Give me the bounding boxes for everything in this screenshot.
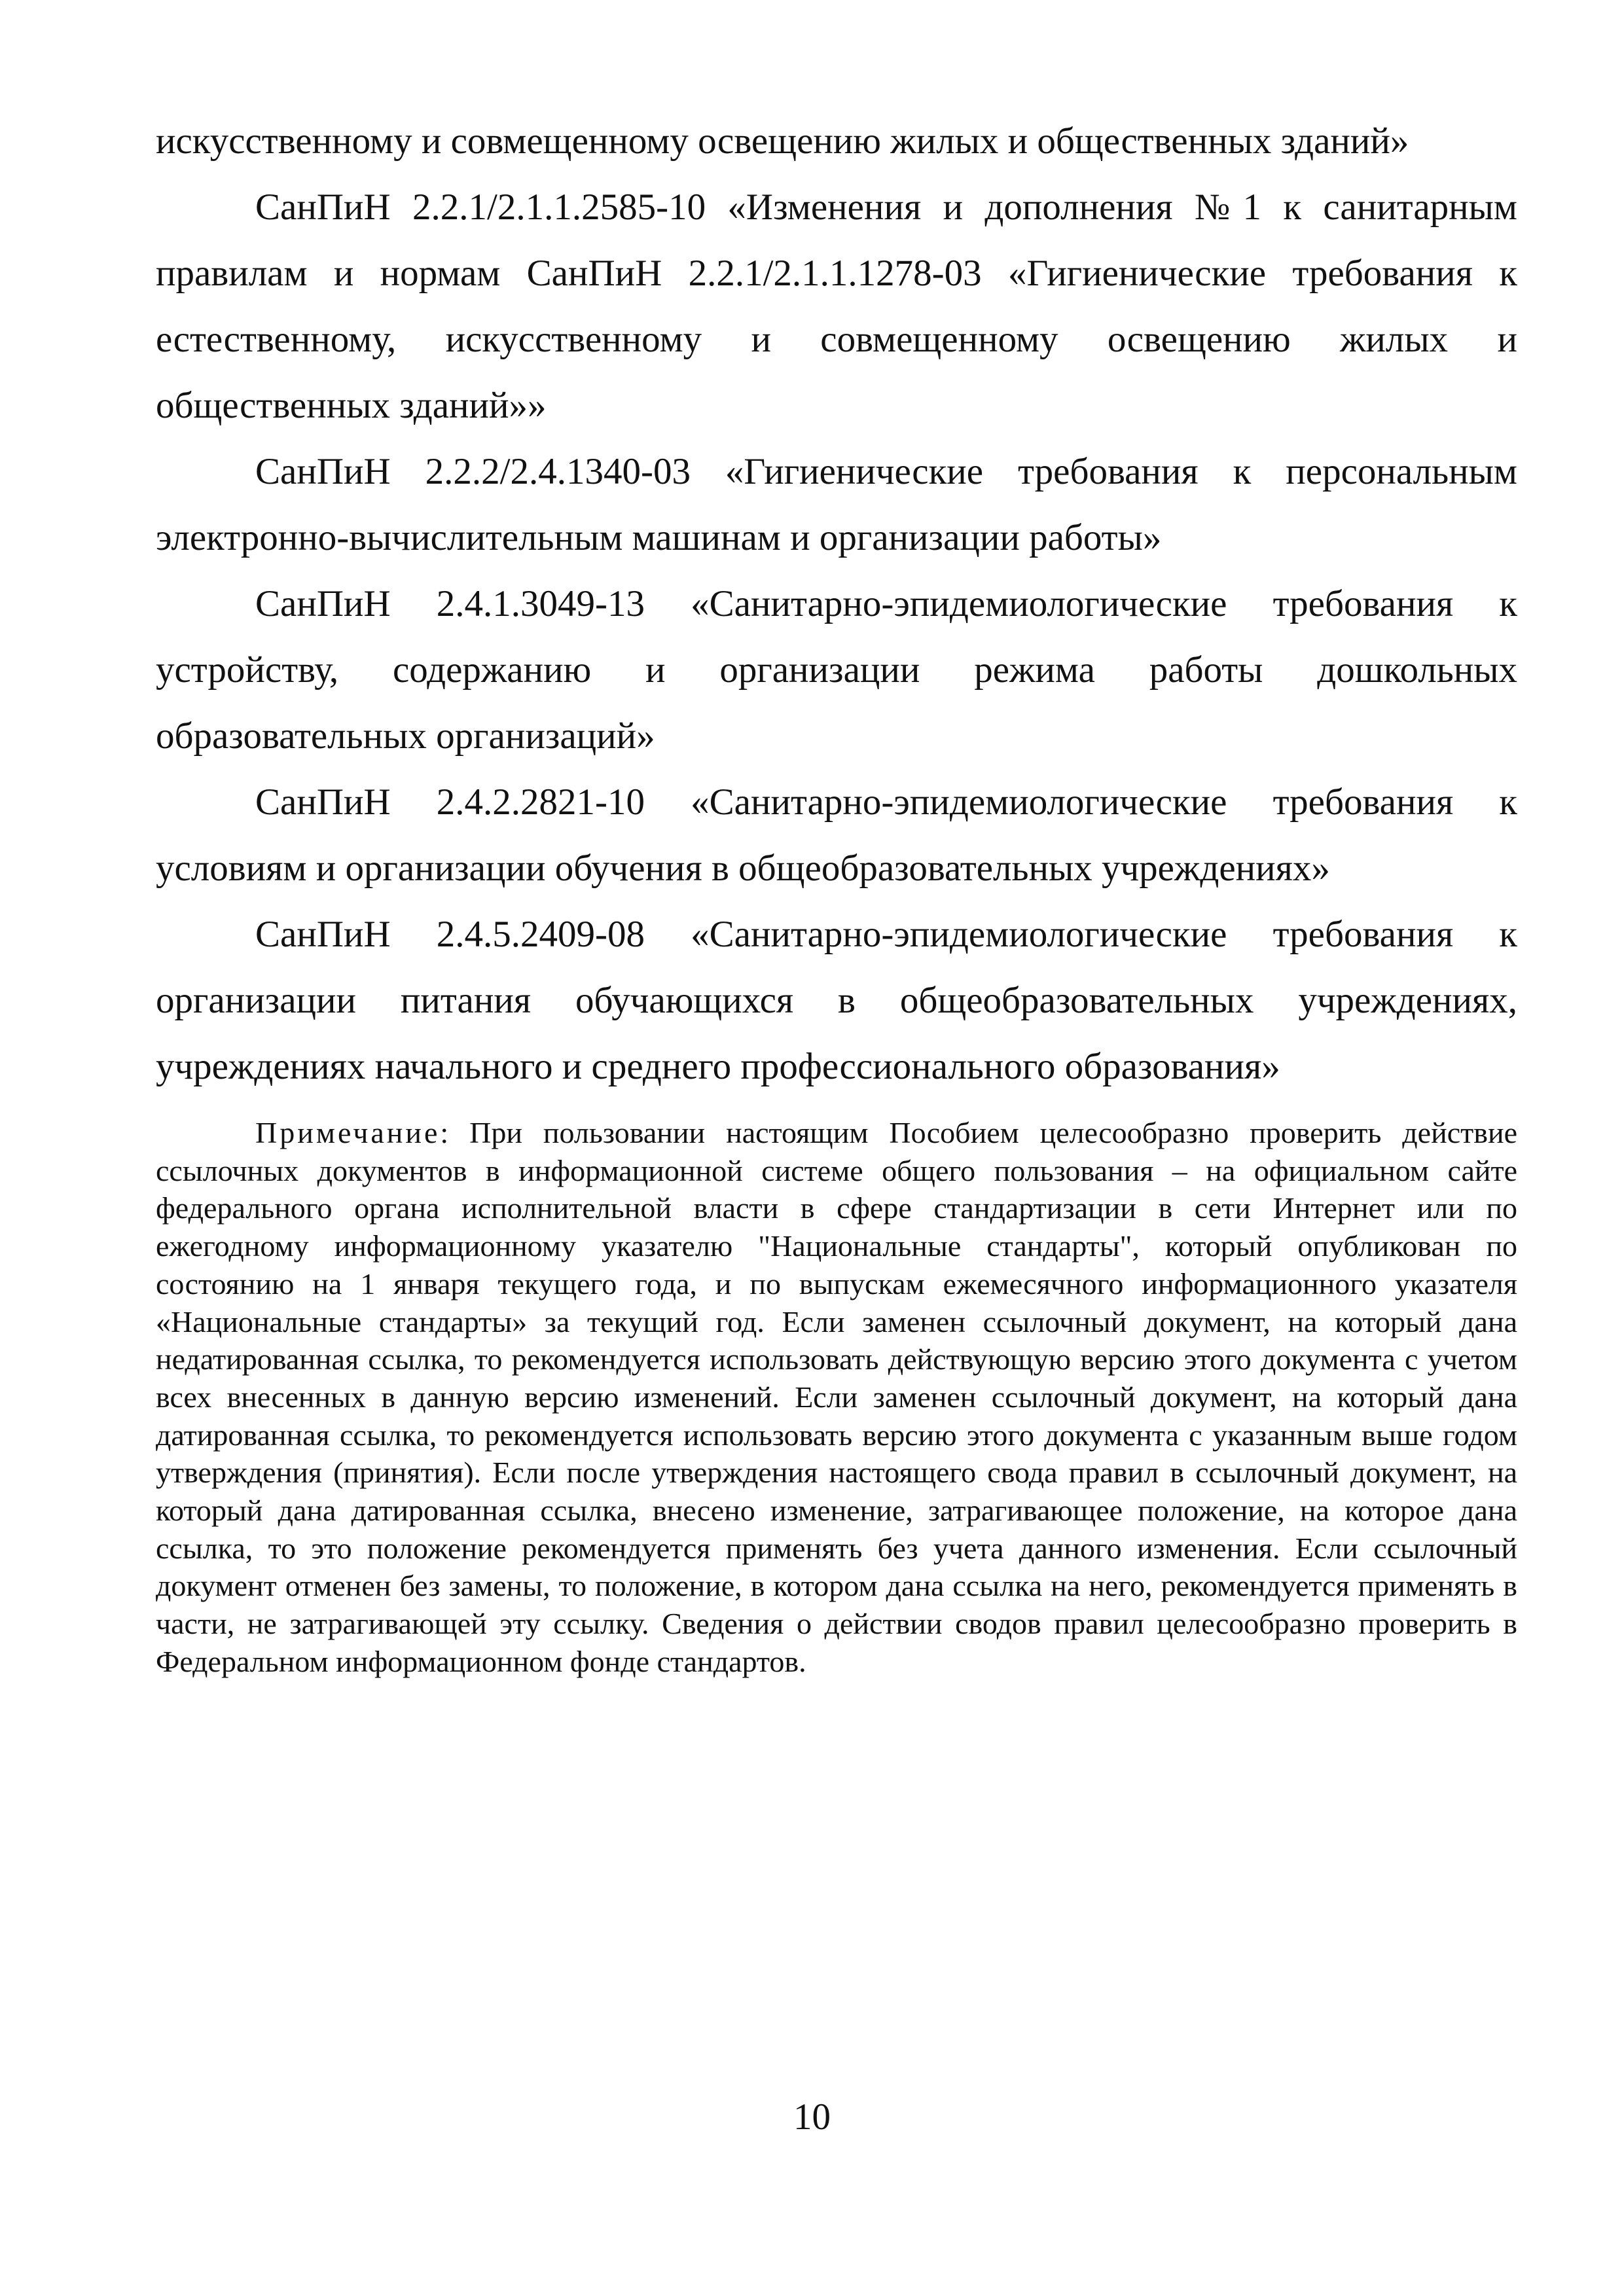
page-number: 10 bbox=[793, 2096, 831, 2138]
paragraph-sanpin-1340-03: СанПиН 2.2.2/2.4.1340-03 «Гигиенические требования к персональным электронно-вычислительным машинам и организации работы» bbox=[156, 451, 1517, 558]
paragraph-sanpin-2409-08: СанПиН 2.4.5.2409-08 «Санитарно-эпидемиологические требования к организации питания обучающихся в общеобразовательных учреждениях, учреждениях начального и среднего профессионального образования» bbox=[156, 914, 1517, 1087]
note-paragraph bbox=[156, 1114, 1517, 1681]
paragraph-sanpin-2821-10: СанПиН 2.4.2.2821-10 «Санитарно-эпидемиологические требования к условиям и организации обучения в общеобразовательных учреждениях» bbox=[156, 781, 1517, 889]
paragraph-sanpin-2585-10: СанПиН 2.2.1/2.1.1.2585-10 «Изменения и дополнения №1 к санитарным правилам и нормам СанПиН 2.2.1/2.1.1.1278-03 «Гигиенические требования к естественному, искусственному и совмещенному освещению жилых и общественных зданий»» bbox=[156, 187, 1517, 426]
note-text: : При пользовании настоящим Пособием целесообразно проверить действие ссылочных документов в информационной системе общего пользования – на официальном сайте федерального органа исполнительной власти в сфере стандартизации в сети Интернет или по ежегодному информационному указателю "Национальные стандарты", который опубликован по состоянию на 1 января текущего года, и по выпускам ежемесячного информационного указателя «Национальные стандарты» за текущий год. Если заменен ссылочный документ, на который дана недатированная ссылка, то рекомендуется использовать действующую версию этого документа с учетом всех внесенных в данную версию изменений. Если заменен ссылочный документ, на который дана датированная ссылка, то рекомендуется использовать версию этого документа с указанным выше годом утверждения (принятия). Если после утверждения настоящего свода правил в ссылочный документ, на который дана датированная ссылка, внесено изменение, затрагивающее положение, на которое дана ссылка, то это положение рекомендуется применять без учета данного изменения. Если ссылочный документ отменен без замены, то положение, в котором дана ссылка на него, рекомендуется применять в части, не затрагивающей эту ссылку. Сведения о действии сводов правил целесообразно проверить в Федеральном информационном фонде стандартов. bbox=[156, 1116, 1517, 1678]
note-label: Примечание bbox=[255, 1116, 441, 1149]
paragraph-sanpin-3049-13: СанПиН 2.4.1.3049-13 «Санитарно-эпидемиологические требования к устройству, содержанию и организации режима работы дошкольных образовательных организаций» bbox=[156, 583, 1517, 757]
document-body bbox=[156, 108, 1517, 1681]
paragraph-continuation: искусственному и совмещенному освещению жилых и общественных зданий» bbox=[156, 120, 1409, 162]
